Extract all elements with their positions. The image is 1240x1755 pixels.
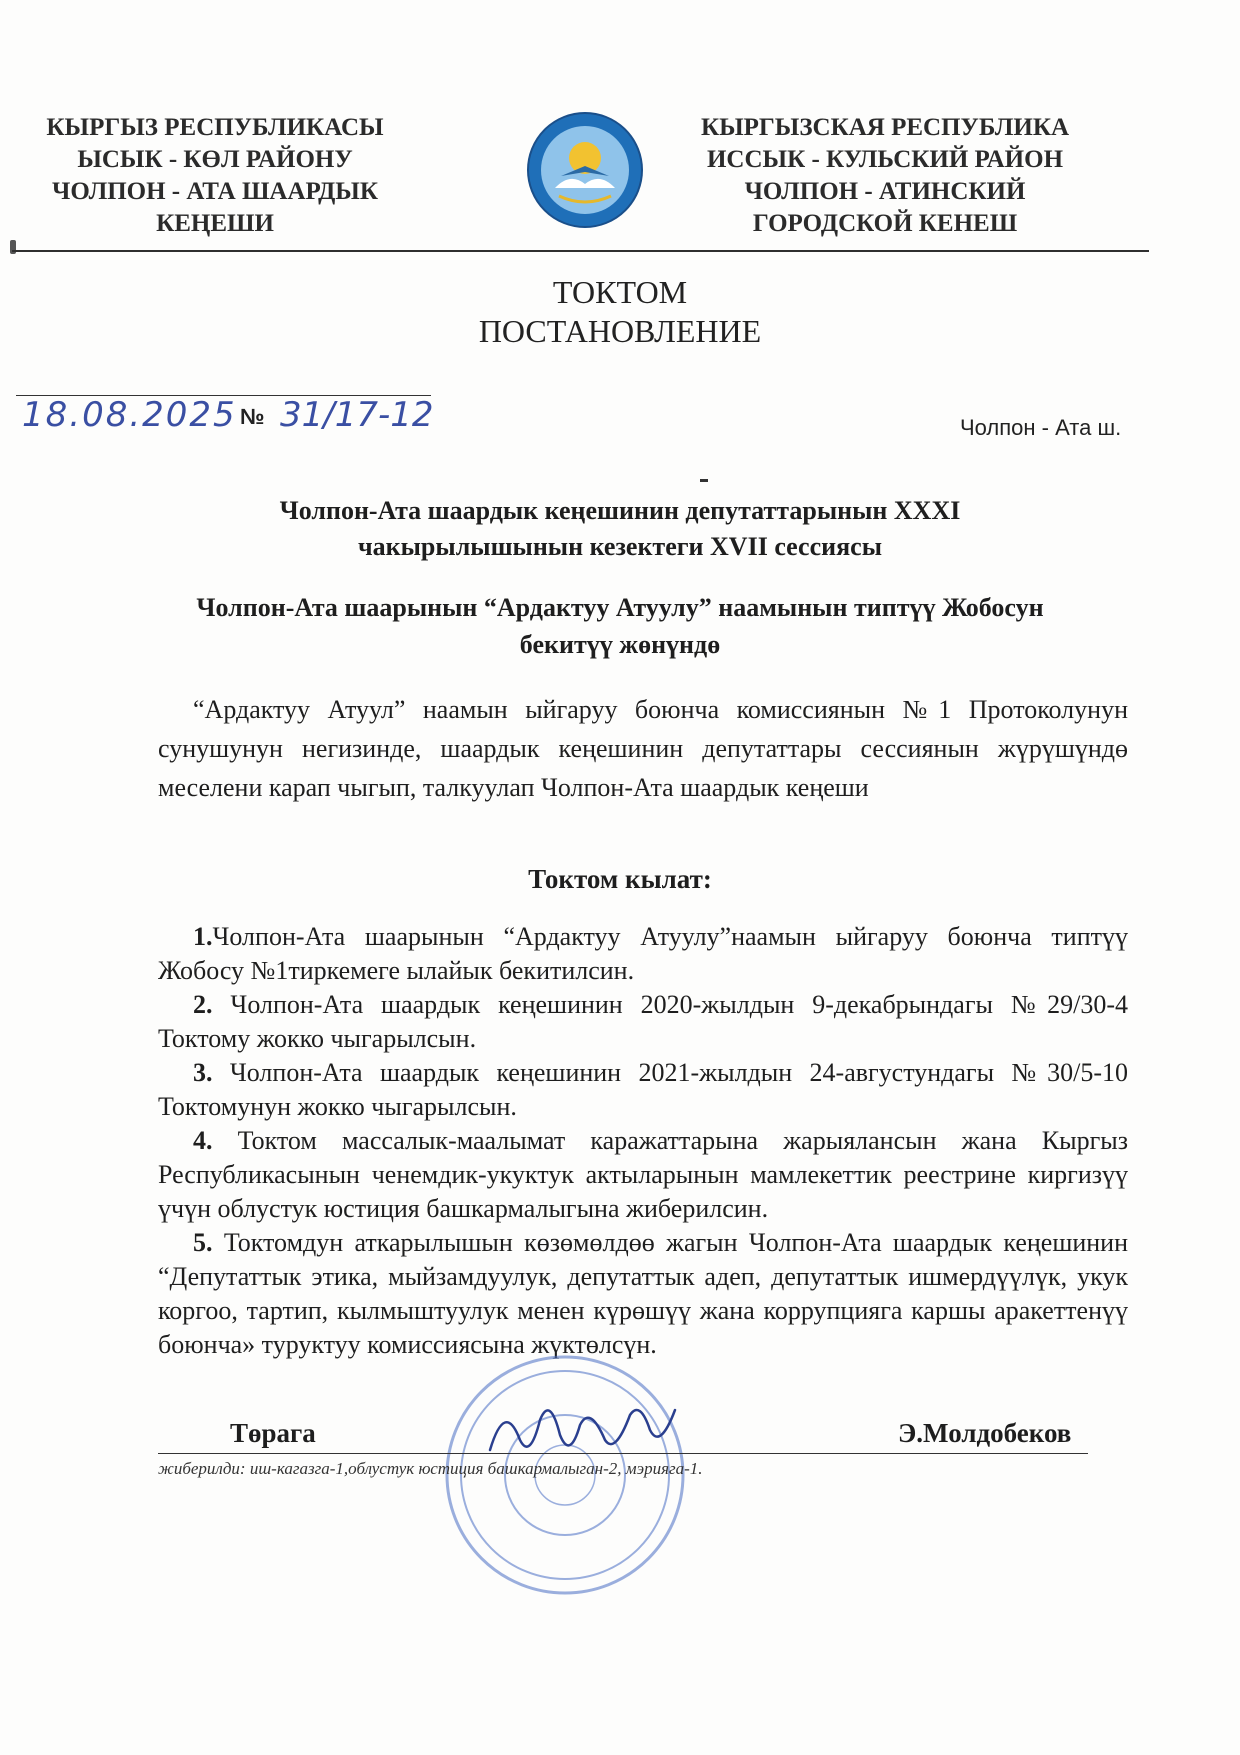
signature-role: Төрага <box>230 1418 316 1448</box>
item-text: Токтомдун аткарылышын көзөмөлдөө жагын Чолпон-Ата шаардык кеңешинин “Депутаттык этика, мыйзамдуулук, депутаттык адеп, депутаттык ишмердүүлүк, укук коргоо, тартип, кылмыштуулук менен күрөшүү жана коррупцияга каршы аракеттенүү боюнча» туруктуу комиссиясына жүктөлсүн. <box>158 1228 1128 1359</box>
resolution-item <box>158 920 1128 988</box>
title-russian: ПОСТАНОВЛЕНИЕ <box>478 313 762 349</box>
handwritten-signature-icon <box>480 1390 680 1470</box>
dash-mark <box>700 479 708 482</box>
signature-name: Э.Молдобеков <box>898 1418 1072 1448</box>
header-right-line: КЫРГЫЗСКАЯ РЕСПУБЛИКА <box>700 114 1070 141</box>
item-number: 5. <box>193 1228 213 1257</box>
resolution-item <box>158 1056 1128 1124</box>
header-left-kyrgyz <box>40 112 390 240</box>
signature-underline <box>158 1453 1088 1454</box>
header-left-line: ЧОЛПОН - АТА ШААРДЫК <box>52 178 378 205</box>
header-right-line: ГОРОДСКОЙ КЕНЕШ <box>752 210 1018 237</box>
city-label: Чолпон - Ата ш. <box>960 415 1122 440</box>
header-divider <box>12 250 1149 252</box>
header-left-line: КЫРГЫЗ РЕСПУБЛИКАСЫ <box>46 114 384 141</box>
resolution-item <box>158 1124 1128 1226</box>
state-emblem-icon <box>525 110 645 230</box>
item-text: Токтом массалык-маалымат каражаттарына жарыялансын жана Кыргыз Республикасынын ченемдик-укуктук актыларынын мамлекеттик реестрине киргизүү үчүн облустук юстиция башкармалыгына жиберилсин. <box>158 1126 1128 1223</box>
subject-heading-line: бекитүү жөнүндө <box>519 630 721 659</box>
item-text: Чолпон-Ата шаарынын “Ардактуу Атуулу”наамын ыйгаруу боюнча типтүү Жобосу №1тиркемеге ылайык бекитилсин. <box>158 922 1128 985</box>
header-right-line: ИССЫК - КУЛЬСКИЙ РАЙОН <box>706 146 1064 173</box>
session-heading-line: чакырылышынын кезектеги XVII сессиясы <box>357 532 882 561</box>
handwritten-date: 18.08.2025 <box>22 395 237 435</box>
header-right-line: ЧОЛПОН - АТИНСКИЙ <box>744 178 1026 205</box>
header-left-line: КЕҢЕШИ <box>156 210 274 237</box>
resolution-item <box>158 1226 1128 1362</box>
decides-heading: Токтом кылат: <box>528 864 712 894</box>
item-text: Чолпон-Ата шаардык кеңешинин 2020-жылдын 9-декабрындагы №29/30-4 Токтому жокко чыгарылсын. <box>158 990 1128 1053</box>
resolution-item <box>158 988 1128 1056</box>
item-number: 3. <box>193 1058 213 1087</box>
distribution-note: жиберилди: иш-кагазга-1,облустук юстиция башкармалыган-2, мэрияга-1. <box>158 1459 703 1478</box>
date-underline <box>16 395 431 396</box>
header-left-line: ЫСЫК - КӨЛ РАЙОНУ <box>77 146 353 173</box>
item-number: 2. <box>193 990 213 1019</box>
subject-heading-line: Чолпон-Ата шаарынын “Ардактуу Атуулу” наамынын типтүү Жобосун <box>196 593 1044 622</box>
session-heading-line: Чолпон-Ата шаардык кеңешинин депутаттарынын XXXI <box>279 496 961 525</box>
handwritten-number: 31/17-12 <box>280 395 434 435</box>
preamble-paragraph: “Ардактуу Атуул” наамын ыйгаруу боюнча комиссиянын №1 Протоколунун сунушунун негизинде, шаардык кеңешинин депутаттары сессиянын жүрүшүндө меселени карап чыгып, талкуулап Чолпон-Ата шаардык кеңеши <box>158 695 1128 802</box>
item-text: Чолпон-Ата шаардык кеңешинин 2021-жылдын 24-августундагы №30/5-10 Токтомунун жокко чыгарылсын. <box>158 1058 1128 1121</box>
resolution-items <box>158 920 1128 1362</box>
item-number: 4. <box>193 1126 213 1155</box>
title-kyrgyz: ТОКТОМ <box>552 274 688 310</box>
number-sign: № <box>240 404 265 429</box>
header-right-russian <box>690 112 1080 240</box>
item-number: 1. <box>193 922 213 951</box>
